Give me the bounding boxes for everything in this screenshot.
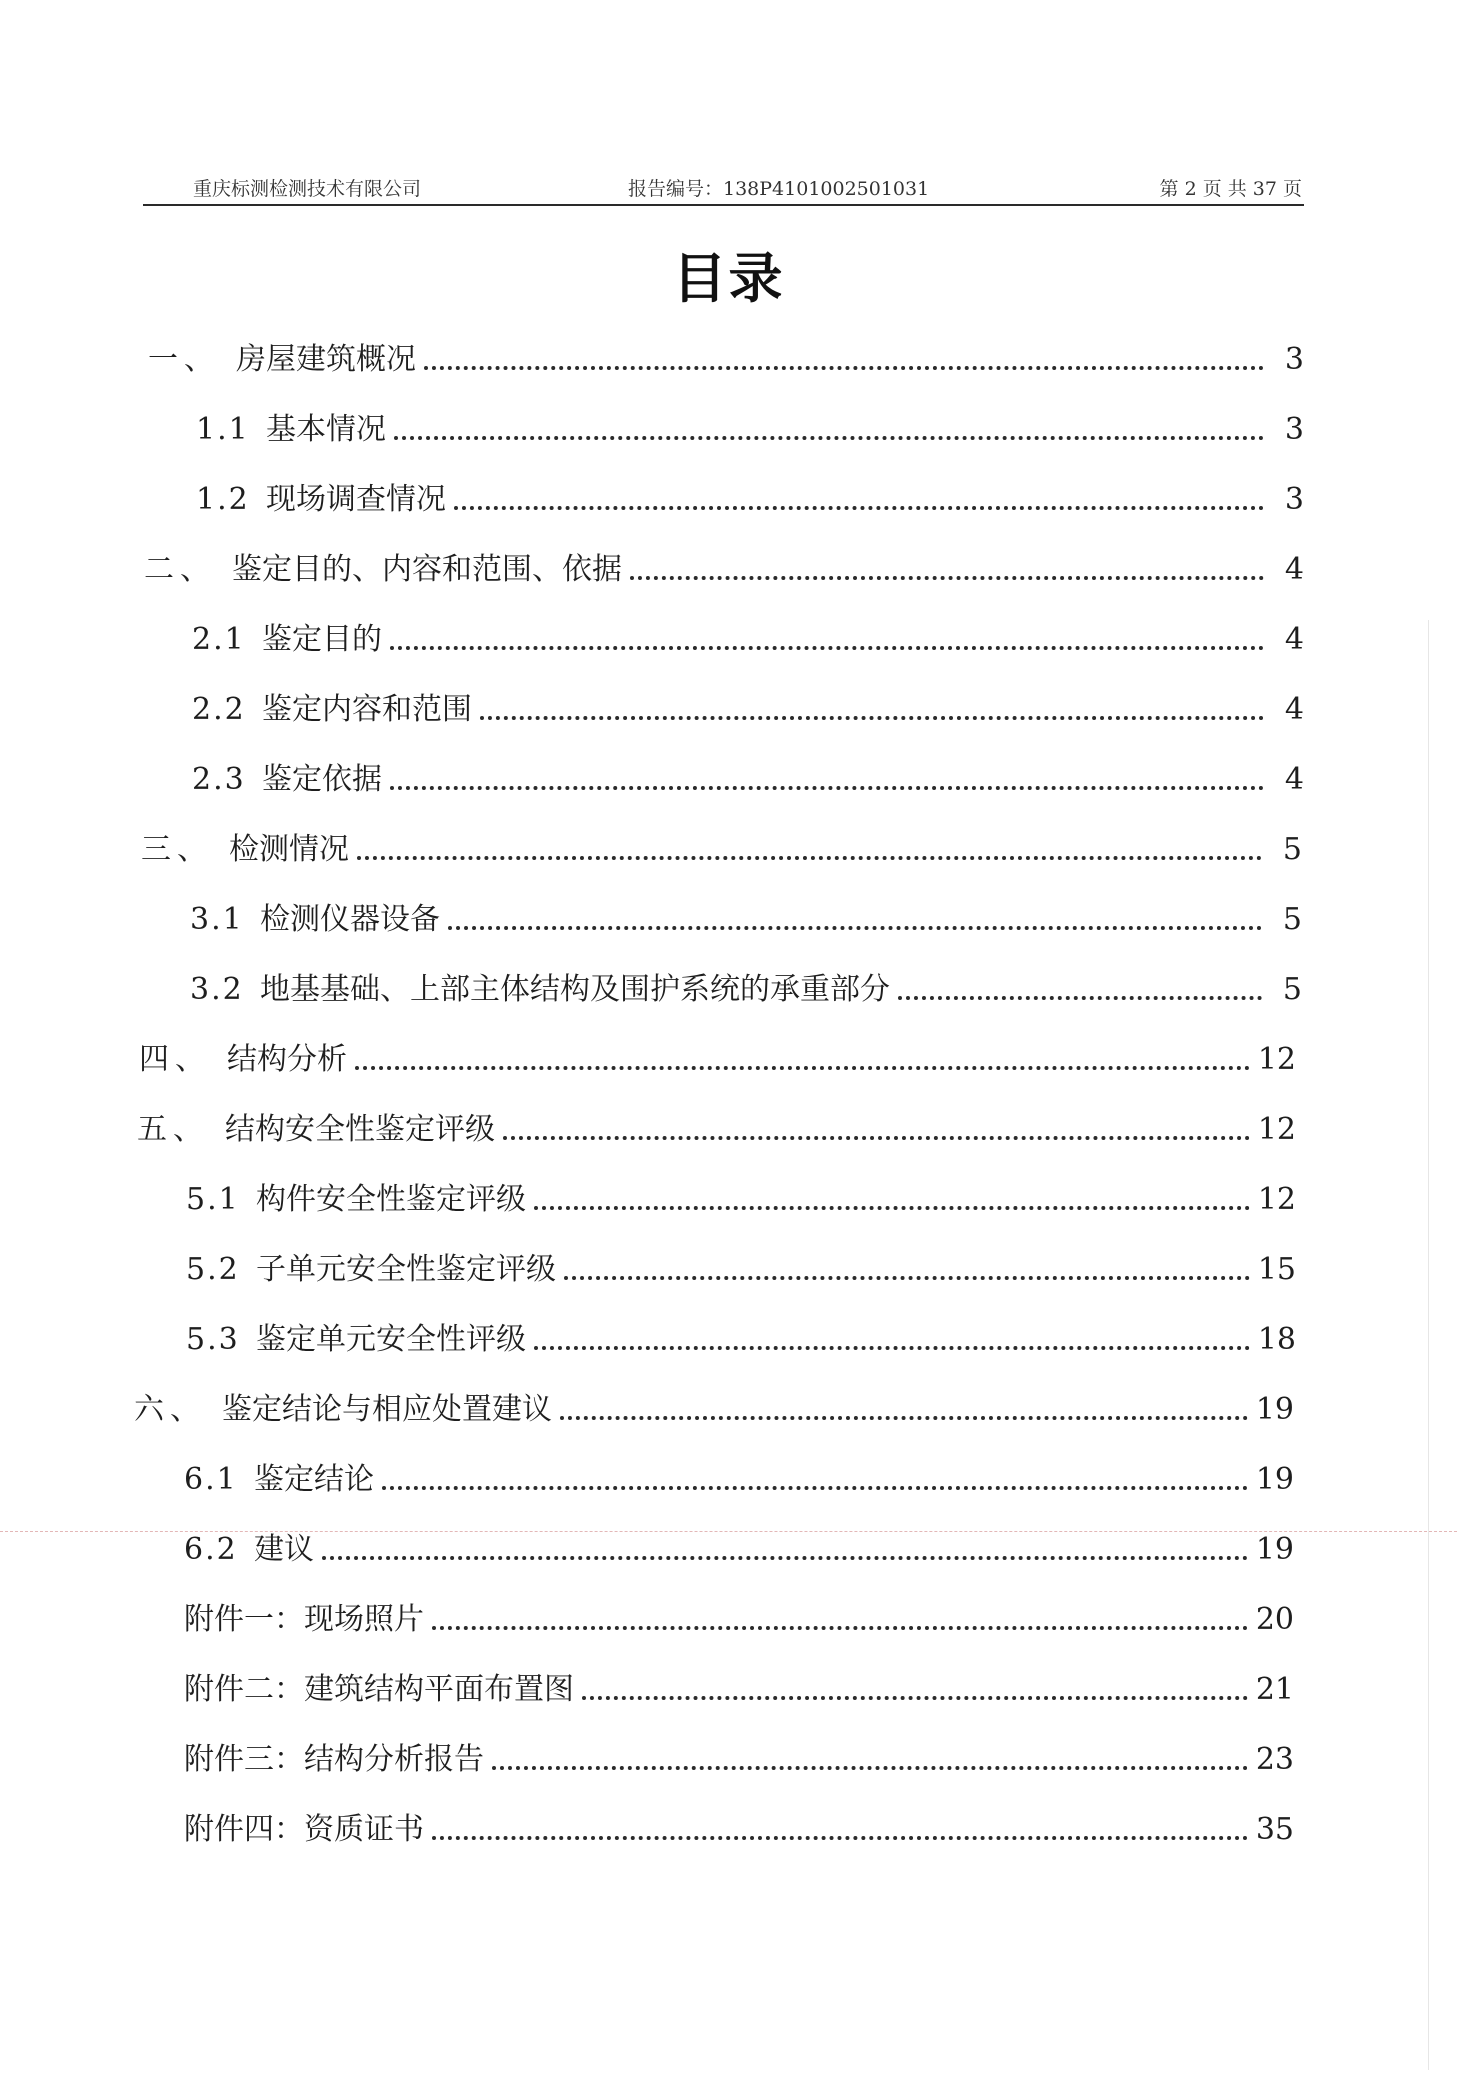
toc-leader-dots [480,716,1264,720]
toc-entry-title: 子单元安全性鉴定评级 [256,1252,556,1287]
toc-leader-dots [382,1486,1248,1490]
toc-entry-title: 鉴定结论 [254,1462,374,1497]
toc-entry-page: 12 [1257,1182,1296,1217]
toc-entry-number: 一、 [148,342,220,377]
page-header [143,170,1304,206]
toc-leader-dots [390,646,1264,650]
toc-entry-title: 检测情况 [229,832,349,867]
toc-entry-number: 五、 [137,1112,209,1147]
toc-entry-title: 鉴定目的 [262,622,382,657]
toc-entry[interactable] [190,895,1302,939]
toc-entry[interactable] [196,405,1304,449]
toc-entry-title: 附件一：现场照片 [184,1602,424,1637]
toc-entry-number: 六、 [134,1392,206,1427]
toc-entry-number: 5.1 [186,1182,240,1217]
toc-leader-dots [564,1276,1250,1280]
scan-divider-line [0,1531,1457,1532]
toc-leader-dots [534,1206,1250,1210]
toc-entry-title: 鉴定内容和范围 [262,692,472,727]
toc-entry-title: 结构分析 [227,1042,347,1077]
toc-entry-page: 23 [1255,1742,1294,1777]
toc-entry-title: 检测仪器设备 [260,902,440,937]
toc-entry-page: 21 [1255,1672,1294,1707]
toc-entry-page: 12 [1257,1042,1296,1077]
toc-entry[interactable] [192,685,1304,729]
toc-entry[interactable] [190,965,1302,1009]
toc-entry-title: 鉴定依据 [262,762,382,797]
toc-entry-title: 现场调查情况 [266,482,446,517]
toc-entry-title: 鉴定单元安全性评级 [256,1322,526,1357]
toc-entry-title: 构件安全性鉴定评级 [256,1182,526,1217]
toc-leader-dots [355,1066,1250,1070]
toc-leader-dots [454,506,1264,510]
page-number: 第 2 页 共 37 页 [1159,178,1302,200]
toc-entry[interactable] [148,335,1304,379]
toc-entry-page: 18 [1257,1322,1296,1357]
toc-entry-page: 19 [1255,1462,1294,1497]
toc-entry[interactable] [196,475,1304,519]
toc-entry[interactable] [186,1245,1296,1289]
toc-entry-page: 4 [1284,762,1304,797]
toc-entry-page: 4 [1284,552,1304,587]
toc-entry-number: 二、 [144,552,216,587]
toc-entry-number: 2.2 [192,692,246,727]
toc-entry-page: 20 [1255,1602,1294,1637]
toc-entry[interactable] [144,545,1304,589]
toc-leader-dots [503,1136,1250,1140]
toc-entry-page: 5 [1282,902,1302,937]
toc-entry[interactable] [184,1735,1294,1779]
page-title: 目录 [672,247,785,310]
toc-entry[interactable] [141,825,1302,869]
toc-entry-number: 6.2 [184,1532,238,1567]
toc-entry[interactable] [134,1385,1294,1429]
toc-entry[interactable] [186,1175,1296,1219]
toc-entry-title: 基本情况 [266,412,386,447]
toc-entry-title: 鉴定结论与相应处置建议 [222,1392,552,1427]
toc-entry-title: 附件四：资质证书 [184,1812,424,1847]
toc-leader-dots [432,1836,1248,1840]
toc-entry[interactable] [184,1455,1294,1499]
toc-entry-page: 19 [1255,1392,1294,1427]
toc-entry-page: 15 [1257,1252,1296,1287]
toc-entry[interactable] [192,755,1304,799]
toc-entry-page: 19 [1255,1532,1294,1567]
toc-entry-number: 5.2 [186,1252,240,1287]
company-name: 重庆标测检测技术有限公司 [193,178,422,200]
toc-entry-number: 2.1 [192,622,246,657]
toc-leader-dots [630,576,1264,580]
toc-entry-page: 5 [1282,972,1302,1007]
toc-entry-title: 地基基础、上部主体结构及围护系统的承重部分 [260,972,890,1007]
toc-leader-dots [394,436,1264,440]
toc-entry[interactable] [139,1035,1296,1079]
toc-entry[interactable] [137,1105,1296,1149]
toc-leader-dots [448,926,1262,930]
toc-entry[interactable] [186,1315,1296,1359]
toc-entry-title: 房屋建筑概况 [236,342,416,377]
toc-entry-number: 四、 [139,1042,211,1077]
toc-entry-number: 1.1 [196,412,250,447]
toc-leader-dots [534,1346,1250,1350]
toc-entry[interactable] [192,615,1304,659]
scan-edge-line [1428,620,1429,2070]
toc-entry-title: 附件二：建筑结构平面布置图 [184,1672,574,1707]
toc-entry-number: 5.3 [186,1322,240,1357]
toc-entry-page: 12 [1257,1112,1296,1147]
toc-entry[interactable] [184,1665,1294,1709]
toc-entry-number: 3.2 [190,972,244,1007]
toc-entry-title: 结构安全性鉴定评级 [225,1112,495,1147]
toc-entry-page: 4 [1284,622,1304,657]
toc-leader-dots [560,1416,1248,1420]
toc-entry-number: 1.2 [196,482,250,517]
toc-entry-title: 建议 [254,1532,314,1567]
toc-entry-page: 35 [1255,1812,1294,1847]
toc-leader-dots [424,366,1264,370]
toc-entry-number: 3.1 [190,902,244,937]
toc-leader-dots [492,1766,1248,1770]
toc-leader-dots [390,786,1264,790]
toc-entry-page: 5 [1282,832,1302,867]
toc-entry-title: 鉴定目的、内容和范围、依据 [232,552,622,587]
toc-entry-page: 3 [1284,412,1304,447]
toc-entry-title: 附件三：结构分析报告 [184,1742,484,1777]
toc-leader-dots [432,1626,1248,1630]
toc-leader-dots [582,1696,1248,1700]
toc-leader-dots [898,996,1262,1000]
report-number: 报告编号：138P4101002501031 [628,178,930,200]
toc-leader-dots [357,856,1262,860]
toc-entry[interactable] [184,1595,1294,1639]
toc-entry[interactable] [184,1805,1294,1849]
toc-entry-number: 2.3 [192,762,246,797]
toc-leader-dots [322,1556,1248,1560]
toc-entry-page: 4 [1284,692,1304,727]
toc-entry-page: 3 [1284,342,1304,377]
toc-entry-page: 3 [1284,482,1304,517]
toc-entry-number: 三、 [141,832,213,867]
toc-entry-number: 6.1 [184,1462,238,1497]
